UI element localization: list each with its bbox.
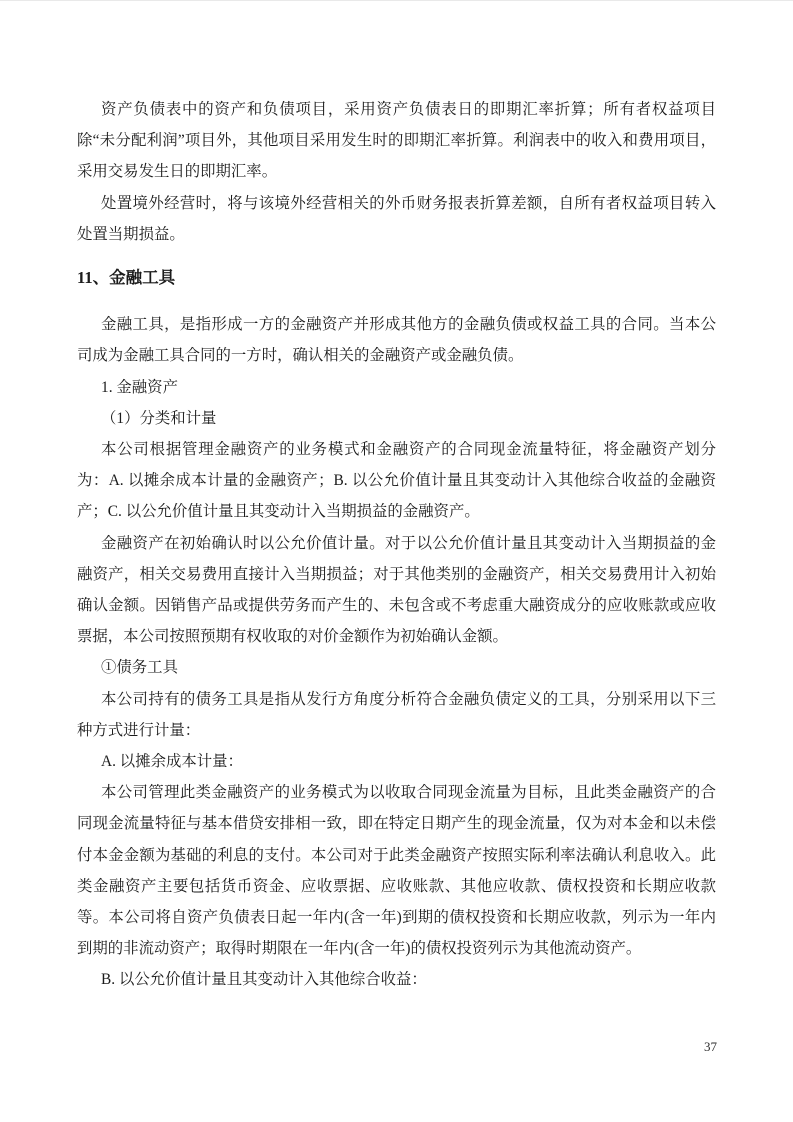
subheading-debt-instruments: ①债务工具 — [101, 659, 178, 677]
subheading-classification-measurement: （1）分类和计量 — [101, 409, 217, 427]
paragraph-initial-measurement: 金融资产在初始确认时以公允价值计量。对于以公允价值计量且其变动计入当期损益的金融资产，相关交易费用直接计入当期损益；对于其他类别的金融资产，相关交易费用计入初始确认金额。因销售产品或提供劳务而产生的、未包含或不考虑重大融资成分的应收账款或应收票据，本公司按照预期有权收取的对价金额作为初始确认金额。 — [77, 534, 716, 646]
page-number: 37 — [704, 1039, 717, 1054]
section-heading-financial-instruments: 11、金融工具 — [77, 268, 176, 288]
paragraph-financial-instruments-definition: 金融工具，是指形成一方的金融资产并形成其他方的金融负债或权益工具的合同。当本公司成为金融工具合同的一方时，确认相关的金融资产或金融负债。 — [77, 316, 716, 365]
paragraph-asset-classification: 本公司根据管理金融资产的业务模式和金融资产的合同现金流量特征，将金融资产划分为：A. 以摊余成本计量的金融资产；B. 以公允价值计量且其变动计入其他综合收益的金融资产；C. 以公允价值计量且其变动计入当期损益的金融资产。 — [77, 441, 716, 521]
subheading-fvoci: B. 以公允价值计量且其变动计入其他综合收益： — [101, 971, 427, 989]
subheading-financial-assets: 1. 金融资产 — [101, 378, 178, 396]
subheading-amortized-cost: A. 以摊余成本计量： — [101, 753, 243, 771]
paragraph-foreign-currency-translation: 资产负债表中的资产和负债项目，采用资产负债表日的即期汇率折算；所有者权益项目除“未分配利润”项目外，其他项目采用发生时的即期汇率折算。利润表中的收入和费用项目，采用交易发生日的即期汇率。 — [77, 101, 716, 181]
paragraph-foreign-operation-disposal: 处置境外经营时，将与该境外经营相关的外币财务报表折算差额，自所有者权益项目转入处置当期损益。 — [77, 194, 716, 243]
paragraph-amortized-cost-detail: 本公司管理此类金融资产的业务模式为以收取合同现金流量为目标，且此类金融资产的合同现金流量特征与基本借贷安排相一致，即在特定日期产生的现金流量，仅为对本金和以未偿付本金金额为基础的利息的支付。本公司对于此类金融资产按照实际利率法确认利息收入。此类金融资产主要包括货币资金、应收票据、应收账款、其他应收款、债权投资和长期应收款等。本公司将自资产负债表日起一年内(含一年)到期的债权投资和长期应收款，列示为一年内到期的非流动资产；取得时期限在一年内(含一年)的债权投资列示为其他流动资产。 — [77, 784, 716, 958]
document-body — [0, 1, 793, 996]
paragraph-debt-instruments-measurement: 本公司持有的债务工具是指从发行方角度分析符合金融负债定义的工具，分别采用以下三种方式进行计量： — [77, 690, 716, 739]
